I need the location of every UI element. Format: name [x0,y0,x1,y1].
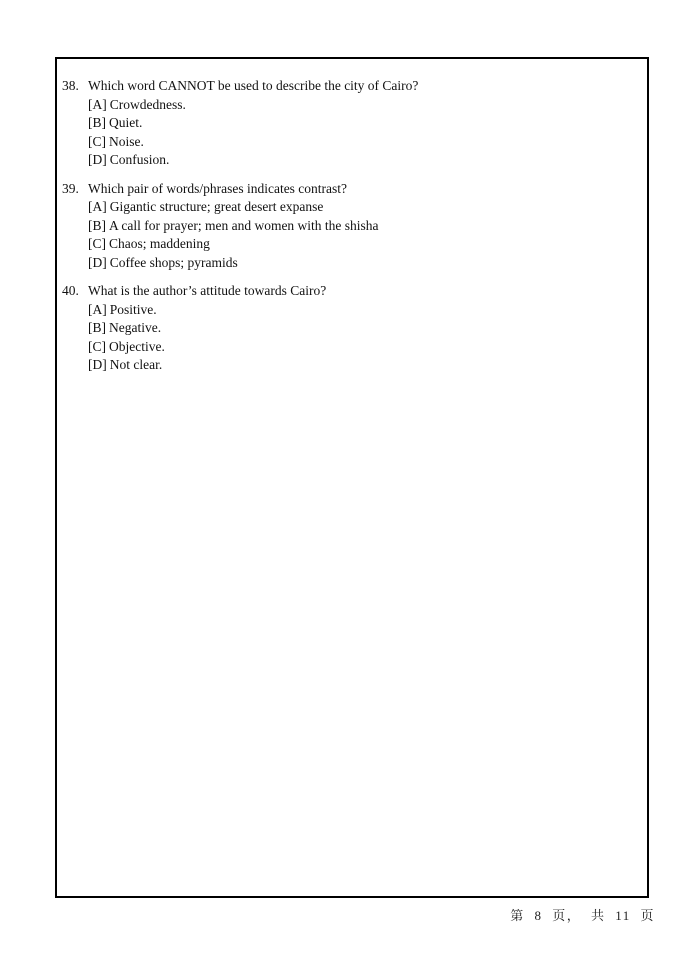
option-text: Negative. [109,320,162,335]
question-number: 40. [62,283,79,298]
question-text: What is the author’s attitude towards Cairo? [88,283,327,298]
option-label: [D] [88,357,107,372]
option-label: [C] [88,133,106,149]
question-39-options [88,198,640,272]
option-a [88,198,640,217]
option-a [88,96,640,115]
option-b [88,217,640,236]
option-text: Positive. [109,301,157,317]
option-label: [B] [88,217,106,233]
option-text: Quiet. [109,115,143,130]
option-text: Noise. [109,133,144,149]
question-38-stem [62,77,640,96]
option-d [88,254,640,273]
question-38-options [88,96,640,170]
option-label: [A] [88,199,107,214]
option-text: Not clear. [109,357,163,372]
option-label: [D] [88,152,107,167]
page-number-footer: 第 8 页， 共 11 页 [510,908,655,923]
question-number: 38. [62,78,79,93]
option-d [88,356,640,375]
question-38 [62,77,640,170]
option-a [88,301,640,320]
option-label: [C] [88,338,106,354]
option-label: [A] [88,96,107,112]
question-text: Which word CANNOT be used to describe the city of Cairo? [88,78,419,93]
question-40-options [88,301,640,375]
option-text: Gigantic structure; great desert expanse [109,199,324,214]
option-text: Confusion. [109,152,170,167]
question-number: 39. [62,180,79,196]
option-label: [C] [88,236,106,251]
question-40-stem [62,282,640,301]
option-text: Chaos; maddening [109,236,210,251]
option-c [88,235,640,254]
option-label: [D] [88,254,107,270]
option-c [88,133,640,152]
option-label: [B] [88,320,106,335]
option-b [88,319,640,338]
option-c [88,338,640,357]
option-label: [B] [88,115,106,130]
question-39-stem [62,180,640,199]
question-39 [62,180,640,273]
option-text: Coffee shops; pyramids [109,254,238,270]
option-d [88,151,640,170]
option-label: [A] [88,301,107,317]
question-40 [62,282,640,375]
exam-content [62,77,640,385]
option-text: A call for prayer; men and women with the shisha [109,217,379,233]
question-text: Which pair of words/phrases indicates contrast? [88,180,348,196]
option-text: Crowdedness. [109,96,186,112]
option-text: Objective. [109,338,165,354]
option-b [88,114,640,133]
